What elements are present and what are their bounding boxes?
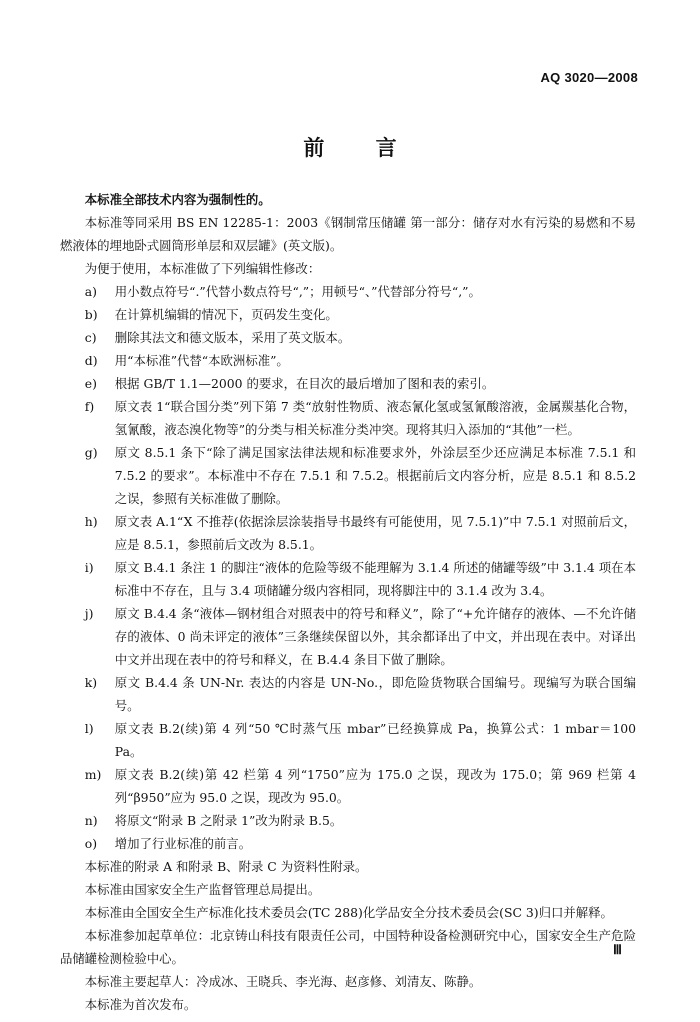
item-text: 原文 B.4.4 条 UN-Nr. 表达的内容是 UN-No.，即危险货物联合国编号。现编写为联合国编号。 bbox=[114, 675, 636, 713]
item-label: d) bbox=[84, 353, 98, 368]
edit-item-o bbox=[60, 832, 636, 855]
item-label: o) bbox=[84, 836, 98, 851]
page-title: 前 言 bbox=[303, 135, 419, 160]
edit-item-f bbox=[60, 395, 636, 441]
item-text: 原文 B.4.4 条“液体—钢材组合对照表中的符号和释义”，除了“+允许储存的液体、—不允许储存的液体、0 尚未评定的液体”三条继续保留以外，其余都译出了中文，并出现在表中。对译出中文并出现在表中的符号和释义，在 B.4.4 条目下做了删除。 bbox=[114, 606, 636, 667]
item-text: 用“本标准”代替“本欧洲标准”。 bbox=[114, 353, 289, 368]
drafting-units: 本标准参加起草单位：北京铸山科技有限责任公司，中国特种设备检测研究中心，国家安全生产危险品储罐检测检验中心。 bbox=[60, 928, 636, 966]
item-label: b) bbox=[84, 307, 98, 322]
item-text: 原文 B.4.1 条注 1 的脚注“液体的危险等级不能理解为 3.1.4 所述的储罐等级”中 3.1.4 项在本标准中不存在，且与 3.4 项储罐分级内容相同，现将脚注中的 3.1.4 改为 3.4。 bbox=[114, 560, 636, 598]
item-text: 在计算机编辑的情况下，页码发生变化。 bbox=[114, 307, 338, 322]
item-text: 原文表 B.2(续)第 4 列“50 ℃时蒸气压 mbar”已经换算成 Pa，换算公式：1 mbar＝100 Pa。 bbox=[114, 721, 636, 759]
item-label: e) bbox=[84, 376, 97, 391]
item-text: 根据 GB/T 1.1—2000 的要求，在目次的最后增加了图和表的索引。 bbox=[114, 376, 495, 391]
item-label: i) bbox=[84, 560, 94, 575]
document-body bbox=[60, 188, 636, 1016]
item-text: 原文表 1“联合国分类”列下第 7 类“放射性物质、液态氰化氢或氢氰酸溶液，金属羰基化合物，氢氰酸，液态溴化物等”的分类与相关标准分类冲突。现将其归入添加的“其他”一栏。 bbox=[114, 399, 636, 437]
item-label: c) bbox=[84, 330, 97, 345]
item-label: h) bbox=[84, 514, 98, 529]
item-label: f) bbox=[84, 399, 95, 414]
edit-item-k bbox=[60, 671, 636, 717]
item-label: k) bbox=[84, 675, 98, 690]
edit-item-e bbox=[60, 372, 636, 395]
annex-statement: 本标准的附录 A 和附录 B、附录 C 为资料性附录。 bbox=[84, 859, 368, 874]
item-label: g) bbox=[84, 445, 98, 460]
edits-intro: 为便于使用，本标准做了下列编辑性修改： bbox=[84, 261, 321, 276]
item-text: 用小数点符号“.”代替小数点符号“,”；用顿号“、”代替部分符号“,”。 bbox=[114, 284, 481, 299]
edit-item-g bbox=[60, 441, 636, 510]
edit-item-l bbox=[60, 717, 636, 763]
standard-code: AQ 3020—2008 bbox=[540, 70, 638, 85]
page-number: Ⅲ bbox=[613, 942, 622, 957]
edit-item-c bbox=[60, 326, 636, 349]
item-label: l) bbox=[84, 721, 94, 736]
item-text: 增加了行业标准的前言。 bbox=[114, 836, 252, 851]
mandatory-statement: 本标准全部技术内容为强制性的。 bbox=[84, 192, 271, 207]
item-label: n) bbox=[84, 813, 98, 828]
edit-item-h bbox=[60, 510, 636, 556]
item-text: 原文 8.5.1 条下“除了满足国家法律法规和标准要求外，外涂层至少还应满足本标准 7.5.1 和 7.5.2 的要求”。本标准中不存在 7.5.1 和 7.5.2。根据前后文内容分析，应是 8.5.1 和 8.5.2 之误，参照有关标准做了删除。 bbox=[114, 445, 636, 506]
item-label: a) bbox=[84, 284, 98, 299]
item-text: 将原文“附录 B 之附录 1”改为附录 B.5。 bbox=[114, 813, 343, 828]
item-text: 原文表 B.2(续)第 42 栏第 4 列“1750”应为 175.0 之误，现改为 175.0；第 969 栏第 4 列“β950”应为 95.0 之误，现改为 95.0。 bbox=[114, 767, 636, 805]
item-text: 原文表 A.1“X 不推荐(依据涂层涂装指导书最终有可能使用，见 7.5.1)”中 7.5.1 对照前后文，应是 8.5.1，参照前后文改为 8.5.1。 bbox=[114, 514, 636, 552]
item-text: 删除其法文和德文版本，采用了英文版本。 bbox=[114, 330, 351, 345]
adoption-statement: 本标准等同采用 BS EN 12285-1：2003《钢制常压储罐 第一部分：储存对水有污染的易燃和不易燃液体的埋地卧式圆筒形单层和双层罐》(英文版)。 bbox=[60, 215, 636, 253]
edit-item-i bbox=[60, 556, 636, 602]
edit-item-a bbox=[60, 280, 636, 303]
edit-item-b bbox=[60, 303, 636, 326]
edit-item-m bbox=[60, 763, 636, 809]
edit-item-n bbox=[60, 809, 636, 832]
first-release: 本标准为首次发布。 bbox=[84, 997, 197, 1012]
edit-item-d bbox=[60, 349, 636, 372]
item-label: m) bbox=[84, 767, 102, 782]
edit-item-j bbox=[60, 602, 636, 671]
proposer-statement: 本标准由国家安全生产监督管理总局提出。 bbox=[84, 882, 321, 897]
item-label: j) bbox=[84, 606, 94, 621]
committee-statement: 本标准由全国安全生产标准化技术委员会(TC 288)化学品安全分技术委员会(SC 3)归口并解释。 bbox=[84, 905, 613, 920]
drafters: 本标准主要起草人：冷成冰、王晓兵、李光海、赵彦修、刘清友、陈静。 bbox=[84, 974, 482, 989]
